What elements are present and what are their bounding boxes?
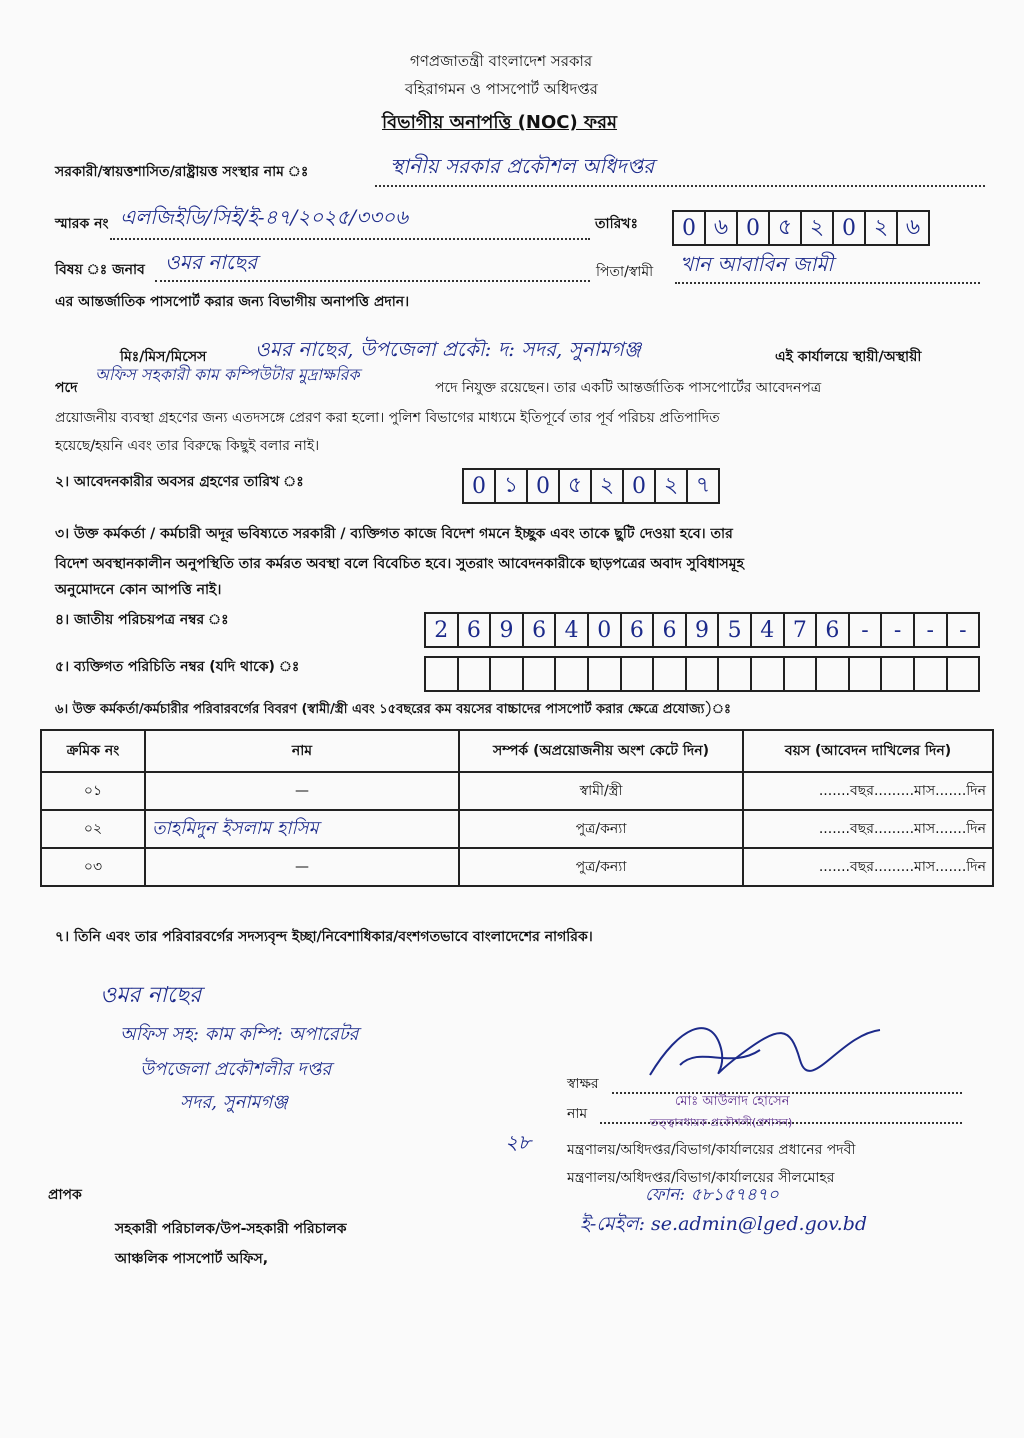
nid-digit-box: 6 bbox=[652, 612, 687, 648]
date-digit-box: 0 bbox=[832, 210, 866, 246]
col-name: নাম bbox=[145, 730, 459, 772]
col-relation: সম্পর্ক (অপ্রয়োজনীয় অংশ কেটে দিন) bbox=[459, 730, 743, 772]
pin-digit-box bbox=[522, 656, 557, 692]
cell-age: .......বছর.........মাস.......দিন bbox=[743, 772, 993, 810]
stamp-title: তত্ত্বাবধায়ক প্রকৌশলী(প্রশাসন) bbox=[650, 1116, 793, 1129]
org-value: স্থানীয় সরকার প্রকৌশল অধিদপ্তর bbox=[390, 154, 655, 178]
nid-digit-box: 5 bbox=[717, 612, 752, 648]
retire-digit-box: 0 bbox=[462, 468, 496, 504]
para1-text-c: প্রয়োজনীয় ব্যবস্থা গ্রহণের জন্য এতদসঙ্গে প্রেরণ করা হলো। পুলিশ বিভাগের মাধ্যমে ইতিপূর্বে তার পূর্ব পরিচয় প্রতিপাদিত bbox=[55, 410, 720, 426]
cell-age: .......বছর.........মাস.......দিন bbox=[743, 810, 993, 848]
pin-digit-box bbox=[750, 656, 785, 692]
subject-label: বিষয় ঃ জনাব bbox=[55, 262, 145, 278]
nid-digit-box: 4 bbox=[554, 612, 589, 648]
date-digit-box: ৬ bbox=[704, 210, 738, 246]
org-dots bbox=[375, 185, 985, 187]
seal-label: মন্ত্রণালয়/অধিদপ্তর/বিভাগ/কার্যালয়ের সীলমোহর bbox=[567, 1170, 835, 1186]
retire-digit-box: ২ bbox=[590, 468, 624, 504]
header-line2: বহিরাগমন ও পাসপোর্ট অধিদপ্তর bbox=[405, 80, 598, 98]
post-label: পদে bbox=[55, 380, 78, 396]
applicant-hw-line2: অফিস সহ: কাম কম্পি: অপারেটর bbox=[120, 1024, 359, 1045]
designation-label: মন্ত্রণালয়/অধিদপ্তর/বিভাগ/কার্যালয়ের প্রধানের পদবী bbox=[567, 1142, 856, 1158]
retire-digit-box: 0 bbox=[526, 468, 560, 504]
date-digit-box: 0 bbox=[736, 210, 770, 246]
pin-digit-box bbox=[913, 656, 948, 692]
recipient-line2: আঞ্চলিক পাসপোর্ট অফিস, bbox=[115, 1251, 269, 1267]
salutation: মিঃ/মিস/মিসেস bbox=[120, 349, 207, 365]
item7: ৭। তিনি এবং তার পরিবারবর্গের সদস্যবৃন্দ ইচ্ছা/নিবেশাধিকার/বংশগতভাবে বাংলাদেশের নাগরিক। bbox=[55, 929, 593, 945]
cell-sl: ০৩ bbox=[41, 848, 145, 886]
nid-digit-box: 6 bbox=[815, 612, 850, 648]
col-sl: ক্রমিক নং bbox=[41, 730, 145, 772]
pin-digit-box bbox=[815, 656, 850, 692]
item3-line3: অনুমোদনে কোন আপত্তি নাই। bbox=[55, 582, 222, 598]
cell-relation: পুত্র/কন্যা bbox=[459, 810, 743, 848]
retire-digit-box: ১ bbox=[494, 468, 528, 504]
nid-digit-box: - bbox=[946, 612, 981, 648]
nid-digit-box: - bbox=[880, 612, 915, 648]
pin-digit-box bbox=[489, 656, 524, 692]
pin-digit-box bbox=[620, 656, 655, 692]
nid-digit-box: 7 bbox=[783, 612, 818, 648]
pin-digit-box bbox=[554, 656, 589, 692]
form-title: বিভাগীয় অনাপত্তি (NOC) ফরম bbox=[382, 112, 618, 133]
pin-boxes bbox=[424, 656, 978, 692]
date-digit-box: ২ bbox=[800, 210, 834, 246]
nid-digit-box: 2 bbox=[424, 612, 459, 648]
signature-scribble bbox=[640, 1015, 890, 1090]
post-value: অফিস সহকারী কাম কম্পিউটার মুদ্রাক্ষরিক bbox=[95, 365, 360, 384]
cell-name: — bbox=[145, 772, 459, 810]
pin-digit-box bbox=[424, 656, 459, 692]
family-label: ৬। উক্ত কর্মকর্তা/কর্মচারীর পরিবারবর্গের বিবরণ (স্বামী/স্ত্রী এবং ১৫বছরের কম বয়সের বাচ্চাদের পাসপোর্ট করার ক্ষেত্রে প্রযোজ্য)ঃ bbox=[55, 702, 731, 717]
date-boxes bbox=[672, 210, 928, 246]
nid-digit-box: 9 bbox=[685, 612, 720, 648]
applicant-hw-line4: সদর, সুনামগঞ্জ bbox=[180, 1092, 288, 1113]
table-row bbox=[41, 772, 993, 810]
nid-label: ৪। জাতীয় পরিচয়পত্র নম্বর ঃ bbox=[55, 612, 229, 628]
retire-label: ২। আবেদনকারীর অবসর গ্রহণের তারিখ ঃ bbox=[55, 474, 304, 490]
nid-boxes bbox=[424, 612, 978, 648]
para1-text-d: হয়েছে/হয়নি এবং তার বিরুদ্ধে কিছুই বলার নাই। bbox=[55, 438, 320, 454]
pin-digit-box bbox=[880, 656, 915, 692]
applicant-hw-line3: উপজেলা প্রকৌশলীর দপ্তর bbox=[140, 1059, 332, 1080]
nid-digit-box: 9 bbox=[489, 612, 524, 648]
family-table bbox=[40, 729, 994, 887]
father-value: খান আবাবিন জামী bbox=[680, 252, 834, 276]
date-digit-box: ৬ bbox=[896, 210, 930, 246]
nid-digit-box: 6 bbox=[522, 612, 557, 648]
nid-digit-box: 4 bbox=[750, 612, 785, 648]
subject-dots bbox=[155, 280, 590, 282]
item3-line1: ৩। উক্ত কর্মকর্তা / কর্মচারী অদূর ভবিষ্যতে সরকারী / ব্যক্তিগত কাজে বিদেশ গমনে ইচ্ছুক এবং তাকে ছুটি দেওয়া হবে। তার bbox=[55, 526, 733, 542]
father-dots bbox=[675, 282, 980, 284]
name-label: নাম bbox=[567, 1106, 588, 1122]
cell-name: — bbox=[145, 848, 459, 886]
cell-relation: পুত্র/কন্যা bbox=[459, 848, 743, 886]
cell-age: .......বছর.........মাস.......দিন bbox=[743, 848, 993, 886]
memo-value: এলজিইডি/সিই/ই-৪৭/২০২৫/৩৩০৬ bbox=[120, 205, 409, 229]
table-row bbox=[41, 810, 993, 848]
pin-label: ৫। ব্যক্তিগত পরিচিতি নম্বর (যদি থাকে) ঃ bbox=[55, 659, 300, 675]
pin-digit-box bbox=[652, 656, 687, 692]
cell-sl: ০২ bbox=[41, 810, 145, 848]
para1-text-a: এই কার্যালয়ে স্থায়ী/অস্থায়ী bbox=[775, 349, 922, 365]
father-label: পিতা/স্বামী bbox=[596, 264, 654, 280]
date-digit-box: ২ bbox=[864, 210, 898, 246]
header-line1: গণপ্রজাতন্ত্রী বাংলাদেশ সরকার bbox=[410, 52, 593, 70]
retire-digit-box: ৭ bbox=[686, 468, 720, 504]
retire-digit-box: ২ bbox=[654, 468, 688, 504]
cell-name: তাহমিদুন ইসলাম হাসিম bbox=[145, 810, 459, 848]
subject-value: ওমর নাছের bbox=[165, 250, 258, 274]
pin-digit-box bbox=[685, 656, 720, 692]
date-digit-box: ৫ bbox=[768, 210, 802, 246]
nid-digit-box: 0 bbox=[587, 612, 622, 648]
stamp-name: মোঃ আউলাদ হোসেন bbox=[675, 1094, 790, 1109]
mark-hw: ২৮ bbox=[505, 1130, 531, 1154]
purpose-line: এর আন্তর্জাতিক পাসপোর্ট করার জন্য বিভাগীয় অনাপত্তি প্রদান। bbox=[55, 294, 410, 310]
nid-digit-box: 6 bbox=[620, 612, 655, 648]
pin-digit-box bbox=[783, 656, 818, 692]
table-row bbox=[41, 848, 993, 886]
memo-dots bbox=[110, 238, 590, 240]
recipient-label: প্রাপক bbox=[48, 1187, 82, 1203]
org-label: সরকারী/স্বায়ত্তশাসিত/রাষ্ট্রায়ত্ত সংস্থার নাম ঃ bbox=[55, 164, 309, 180]
pin-digit-box bbox=[457, 656, 492, 692]
nid-digit-box: 6 bbox=[457, 612, 492, 648]
applicant-hw-line1: ওমর নাছের bbox=[100, 983, 202, 1008]
retire-date-boxes bbox=[462, 468, 718, 504]
memo-label: স্মারক নং bbox=[55, 216, 109, 232]
cell-relation: স্বামী/স্ত্রী bbox=[459, 772, 743, 810]
date-label: তারিখঃ bbox=[595, 216, 638, 232]
applicant-name: ওমর নাছের, উপজেলা প্রকৌ: দ: সদর, সুনামগঞ্জ bbox=[255, 337, 642, 361]
recipient-line1: সহকারী পরিচালক/উপ-সহকারী পরিচালক bbox=[115, 1221, 347, 1237]
retire-digit-box: ৫ bbox=[558, 468, 592, 504]
item3-line2: বিদেশ অবস্থানকালীন অনুপস্থিতি তার কর্মরত অবস্থা বলে বিবেচিত হবে। সুতরাং আবেদনকারীকে ছাড়পত্রের অবাদ সুবিধাসমূহ bbox=[55, 556, 744, 572]
phone-hw: ফোন: ৫৮১৫৭৪৭০ bbox=[645, 1185, 779, 1205]
nid-digit-box: - bbox=[848, 612, 883, 648]
pin-digit-box bbox=[587, 656, 622, 692]
nid-digit-box: - bbox=[913, 612, 948, 648]
pin-digit-box bbox=[946, 656, 981, 692]
sign-label: স্বাক্ষর bbox=[567, 1076, 599, 1092]
para1-text-b: পদে নিযুক্ত রয়েছেন। তার একটি আন্তর্জাতিক পাসপোর্টের আবেদনপত্র bbox=[435, 380, 822, 396]
pin-digit-box bbox=[717, 656, 752, 692]
email-hw: ই-মেইল: se.admin@lged.gov.bd bbox=[580, 1213, 868, 1235]
cell-sl: ০১ bbox=[41, 772, 145, 810]
retire-digit-box: 0 bbox=[622, 468, 656, 504]
pin-digit-box bbox=[848, 656, 883, 692]
col-age: বয়স (আবেদন দাখিলের দিন) bbox=[743, 730, 993, 772]
date-digit-box: 0 bbox=[672, 210, 706, 246]
